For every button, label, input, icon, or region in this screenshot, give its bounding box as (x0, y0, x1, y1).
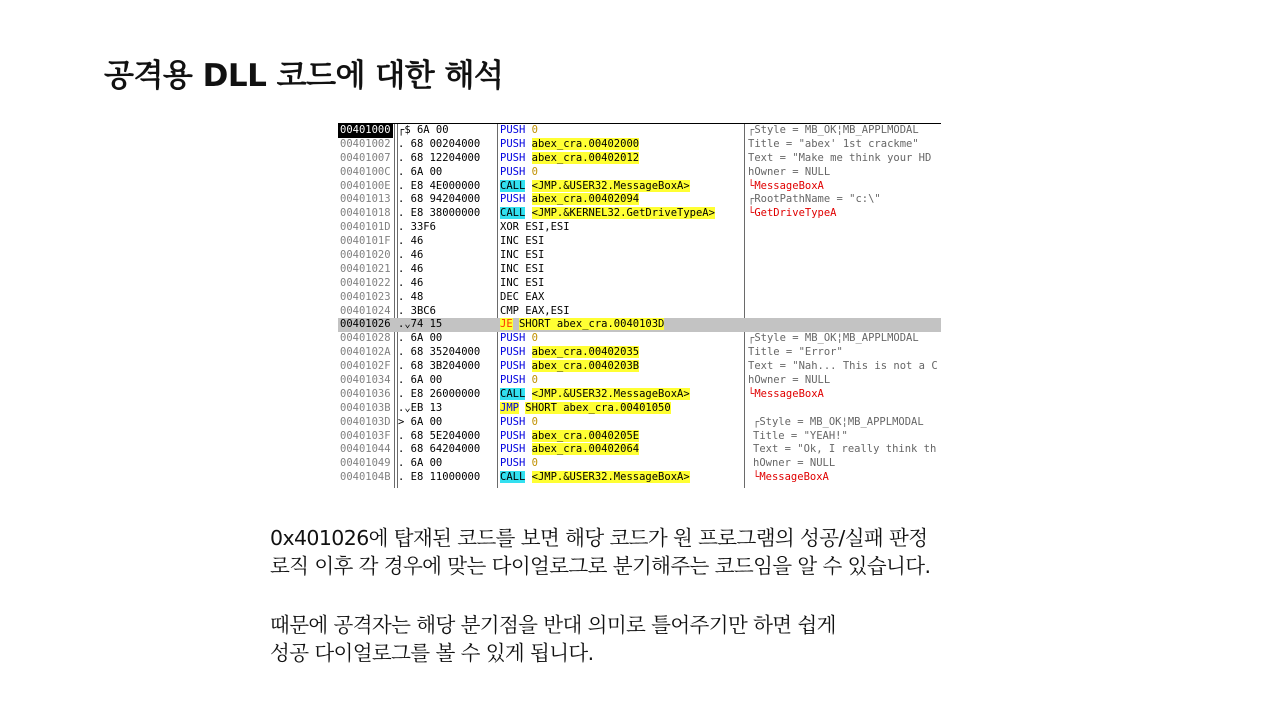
row-mnemonic: INC (500, 235, 519, 248)
row-address: 00401028 (340, 332, 391, 345)
row-address: 00401023 (340, 290, 391, 303)
row-hex-bytes: .⌄74 15 (398, 318, 443, 331)
row-hex-bytes: . 6A 00 (398, 457, 443, 470)
row-disassembly (500, 305, 570, 319)
disasm-row[interactable] (338, 374, 941, 388)
row-address: 00401000 (340, 124, 391, 136)
row-mnemonic: CALL (500, 179, 526, 192)
row-mnemonic: CMP (500, 304, 519, 317)
row-mnemonic: PUSH (500, 124, 526, 136)
row-mnemonic: PUSH (500, 415, 526, 428)
row-mnemonic: PUSH (500, 193, 526, 206)
row-operand: abex_cra.00402012 (531, 151, 640, 164)
row-comment: Title = "YEAH!" (753, 429, 848, 442)
row-address: 00401044 (340, 443, 391, 456)
row-hex-bytes: . 68 94204000 (398, 193, 481, 206)
row-address: 0040102A (340, 346, 391, 359)
disasm-row[interactable] (338, 318, 941, 332)
row-mnemonic: PUSH (500, 165, 526, 178)
row-address: 0040100E (340, 179, 391, 192)
row-mnemonic: PUSH (500, 429, 526, 442)
row-disassembly (500, 402, 671, 416)
row-comment: └MessageBoxA (753, 471, 829, 484)
row-hex-bytes: . E8 26000000 (398, 387, 481, 400)
row-mnemonic: PUSH (500, 443, 526, 456)
row-hex-bytes: . 68 12204000 (398, 151, 481, 164)
row-hex-bytes: . 48 (398, 290, 424, 303)
row-disassembly (500, 124, 538, 138)
disasm-row[interactable] (338, 388, 941, 402)
row-disassembly (500, 360, 639, 374)
disasm-row[interactable] (338, 332, 941, 346)
disasm-row[interactable] (338, 291, 941, 305)
disasm-row[interactable] (338, 263, 941, 277)
row-operand: ESI (525, 262, 545, 275)
row-operand: 0 (531, 165, 538, 178)
row-mnemonic: INC (500, 276, 519, 289)
row-mnemonic: PUSH (500, 457, 526, 470)
row-address: 00401034 (340, 374, 391, 387)
row-operand: EAX,ESI (525, 304, 570, 317)
row-address: 0040103F (340, 429, 391, 442)
row-disassembly (500, 207, 715, 221)
row-address: 0040101F (340, 235, 391, 248)
row-hex-bytes: . 46 (398, 276, 424, 289)
row-disassembly (500, 291, 544, 305)
disassembly-view[interactable] (338, 123, 941, 488)
row-operand: 0 (531, 374, 538, 387)
row-operand: ESI (525, 235, 545, 248)
row-comment: └GetDriveTypeA (748, 207, 837, 220)
row-operand: 0 (531, 457, 538, 470)
row-comment: hOwner = NULL (748, 374, 831, 387)
row-address: 00401013 (340, 193, 391, 206)
row-address: 00401026 (340, 318, 391, 331)
row-hex-bytes: . E8 38000000 (398, 207, 481, 220)
row-mnemonic: DEC (500, 290, 519, 303)
row-operand: ESI (525, 276, 545, 289)
row-hex-bytes: . 68 64204000 (398, 443, 481, 456)
row-comment: └MessageBoxA (748, 387, 824, 400)
row-disassembly (500, 430, 639, 444)
row-comment: Text = "Ok, I really think th (753, 443, 937, 456)
disasm-row[interactable] (338, 138, 941, 152)
row-address: 0040101D (340, 221, 391, 234)
row-comment: Text = "Make me think your HD (748, 151, 932, 164)
explanation-paragraph-2 (270, 611, 1050, 667)
row-hex-bytes: . 68 3B204000 (398, 360, 481, 373)
explanation-line-3: 때문에 공격자는 해당 분기점을 반대 의미로 틀어주기만 하면 쉽게 (270, 613, 836, 637)
disasm-row[interactable] (338, 430, 941, 444)
row-mnemonic: PUSH (500, 137, 526, 150)
disasm-row[interactable] (338, 221, 941, 235)
row-disassembly (500, 332, 538, 346)
row-address: 00401049 (340, 457, 391, 470)
row-mnemonic: INC (500, 249, 519, 262)
row-operand: 0 (531, 124, 538, 136)
row-operand: <JMP.&KERNEL32.GetDriveTypeA> (531, 207, 715, 220)
row-operand: SHORT abex_cra.00401050 (525, 401, 671, 414)
row-operand: EAX (525, 290, 545, 303)
disasm-row[interactable] (338, 346, 941, 360)
row-disassembly (500, 193, 639, 207)
row-hex-bytes: . 33F6 (398, 221, 436, 234)
row-operand: ESI,ESI (525, 221, 570, 234)
row-hex-bytes: . 3BC6 (398, 304, 436, 317)
row-comment: ┌Style = MB_OK¦MB_APPLMODAL (748, 332, 919, 345)
disasm-row[interactable] (338, 443, 941, 457)
row-hex-bytes: . 68 00204000 (398, 137, 481, 150)
row-mnemonic: XOR (500, 221, 519, 234)
row-address: 00401022 (340, 276, 391, 289)
row-comment: Title = "abex' 1st crackme" (748, 137, 919, 150)
row-mnemonic: CALL (500, 387, 526, 400)
row-hex-bytes: . 6A 00 (398, 332, 443, 345)
row-address: 00401007 (340, 151, 391, 164)
explanation-paragraph-1 (270, 524, 1050, 580)
disasm-row[interactable] (338, 402, 941, 416)
row-hex-bytes: .⌄EB 13 (398, 401, 443, 414)
row-comment: hOwner = NULL (748, 165, 831, 178)
row-mnemonic: CALL (500, 207, 526, 220)
row-disassembly (500, 263, 544, 277)
row-address: 0040100C (340, 165, 391, 178)
row-address: 00401036 (340, 387, 391, 400)
disasm-row[interactable] (338, 277, 941, 291)
row-disassembly (500, 221, 570, 235)
row-operand: abex_cra.00402064 (531, 443, 640, 456)
explanation-line-2: 로직 이후 각 경우에 맞는 다이얼로그로 분기해주는 코드임을 알 수 있습니다. (270, 554, 931, 578)
row-comment: └MessageBoxA (748, 179, 824, 192)
disasm-row[interactable] (338, 180, 941, 194)
row-hex-bytes: . 46 (398, 249, 424, 262)
row-address: 0040103D (340, 415, 391, 428)
row-hex-bytes: . E8 4E000000 (398, 179, 481, 192)
row-comment: ┌Style = MB_OK¦MB_APPLMODAL (753, 415, 924, 428)
row-mnemonic: JE (500, 318, 513, 331)
row-operand: abex_cra.00402094 (531, 193, 640, 206)
row-address: 0040102F (340, 360, 391, 373)
disasm-row[interactable] (338, 457, 941, 471)
row-hex-bytes: . 68 35204000 (398, 346, 481, 359)
disassembly-rows (338, 124, 941, 485)
row-disassembly (500, 138, 639, 152)
row-address: 0040104B (340, 471, 391, 484)
disasm-row[interactable] (338, 235, 941, 249)
disasm-row[interactable] (338, 360, 941, 374)
row-disassembly (500, 277, 544, 291)
row-disassembly (500, 388, 690, 402)
row-disassembly (500, 166, 538, 180)
row-mnemonic: PUSH (500, 346, 526, 359)
row-operand: abex_cra.0040203B (531, 360, 640, 373)
explanation-line-4: 성공 다이얼로그를 볼 수 있게 됩니다. (270, 641, 594, 665)
row-address: 0040103B (340, 401, 391, 414)
row-mnemonic: PUSH (500, 374, 526, 387)
row-mnemonic: CALL (500, 471, 526, 484)
row-disassembly (500, 152, 639, 166)
disasm-row[interactable] (338, 249, 941, 263)
row-disassembly (500, 457, 538, 471)
row-disassembly (500, 180, 690, 194)
row-operand: <JMP.&USER32.MessageBoxA> (531, 387, 690, 400)
row-hex-bytes: ┌$ 6A 00 (398, 124, 449, 136)
disasm-row[interactable] (338, 471, 941, 485)
row-operand: abex_cra.00402035 (531, 346, 640, 359)
row-address: 00401018 (340, 207, 391, 220)
row-operand: <JMP.&USER32.MessageBoxA> (531, 179, 690, 192)
explanation-line-1: 0x401026에 탑재된 코드를 보면 해당 코드가 원 프로그램의 성공/실패 판정 (270, 526, 928, 550)
row-operand: 0 (531, 332, 538, 345)
row-comment: Title = "Error" (748, 346, 843, 359)
row-mnemonic: PUSH (500, 360, 526, 373)
row-address: 00401021 (340, 262, 391, 275)
row-disassembly (500, 416, 538, 430)
row-disassembly (500, 374, 538, 388)
disasm-row[interactable] (338, 166, 941, 180)
row-comment: ┌Style = MB_OK¦MB_APPLMODAL (748, 124, 919, 136)
row-disassembly (500, 443, 639, 457)
disasm-row[interactable] (338, 416, 941, 430)
row-disassembly (500, 471, 690, 485)
row-operand: SHORT abex_cra.0040103D (518, 318, 665, 331)
row-hex-bytes: . 6A 00 (398, 374, 443, 387)
row-disassembly (500, 318, 664, 332)
row-mnemonic: PUSH (500, 151, 526, 164)
row-comment: hOwner = NULL (753, 457, 836, 470)
row-mnemonic: JMP (500, 401, 519, 414)
row-disassembly (500, 346, 639, 360)
disasm-row[interactable] (338, 124, 941, 138)
row-hex-bytes: . 46 (398, 262, 424, 275)
slide-title: 공격용 DLL 코드에 대한 해석 (104, 58, 504, 94)
row-address: 00401002 (340, 137, 391, 150)
row-hex-bytes: . E8 11000000 (398, 471, 481, 484)
row-operand: abex_cra.00402000 (531, 137, 640, 150)
row-hex-bytes: . 68 5E204000 (398, 429, 481, 442)
row-operand: 0 (531, 415, 538, 428)
row-hex-bytes: . 46 (398, 235, 424, 248)
row-mnemonic: INC (500, 262, 519, 275)
row-address: 00401020 (340, 249, 391, 262)
disasm-row[interactable] (338, 207, 941, 221)
row-comment: ┌RootPathName = "c:\" (748, 193, 881, 206)
row-address: 00401024 (340, 304, 391, 317)
disasm-row[interactable] (338, 193, 941, 207)
row-hex-bytes: > 6A 00 (398, 415, 443, 428)
row-operand: ESI (525, 249, 545, 262)
row-operand: abex_cra.0040205E (531, 429, 640, 442)
disasm-row[interactable] (338, 152, 941, 166)
row-operand: <JMP.&USER32.MessageBoxA> (531, 471, 690, 484)
row-mnemonic: PUSH (500, 332, 526, 345)
disasm-row[interactable] (338, 305, 941, 319)
row-hex-bytes: . 6A 00 (398, 165, 443, 178)
row-comment: Text = "Nah... This is not a C (748, 360, 938, 373)
row-disassembly (500, 249, 544, 263)
row-disassembly (500, 235, 544, 249)
